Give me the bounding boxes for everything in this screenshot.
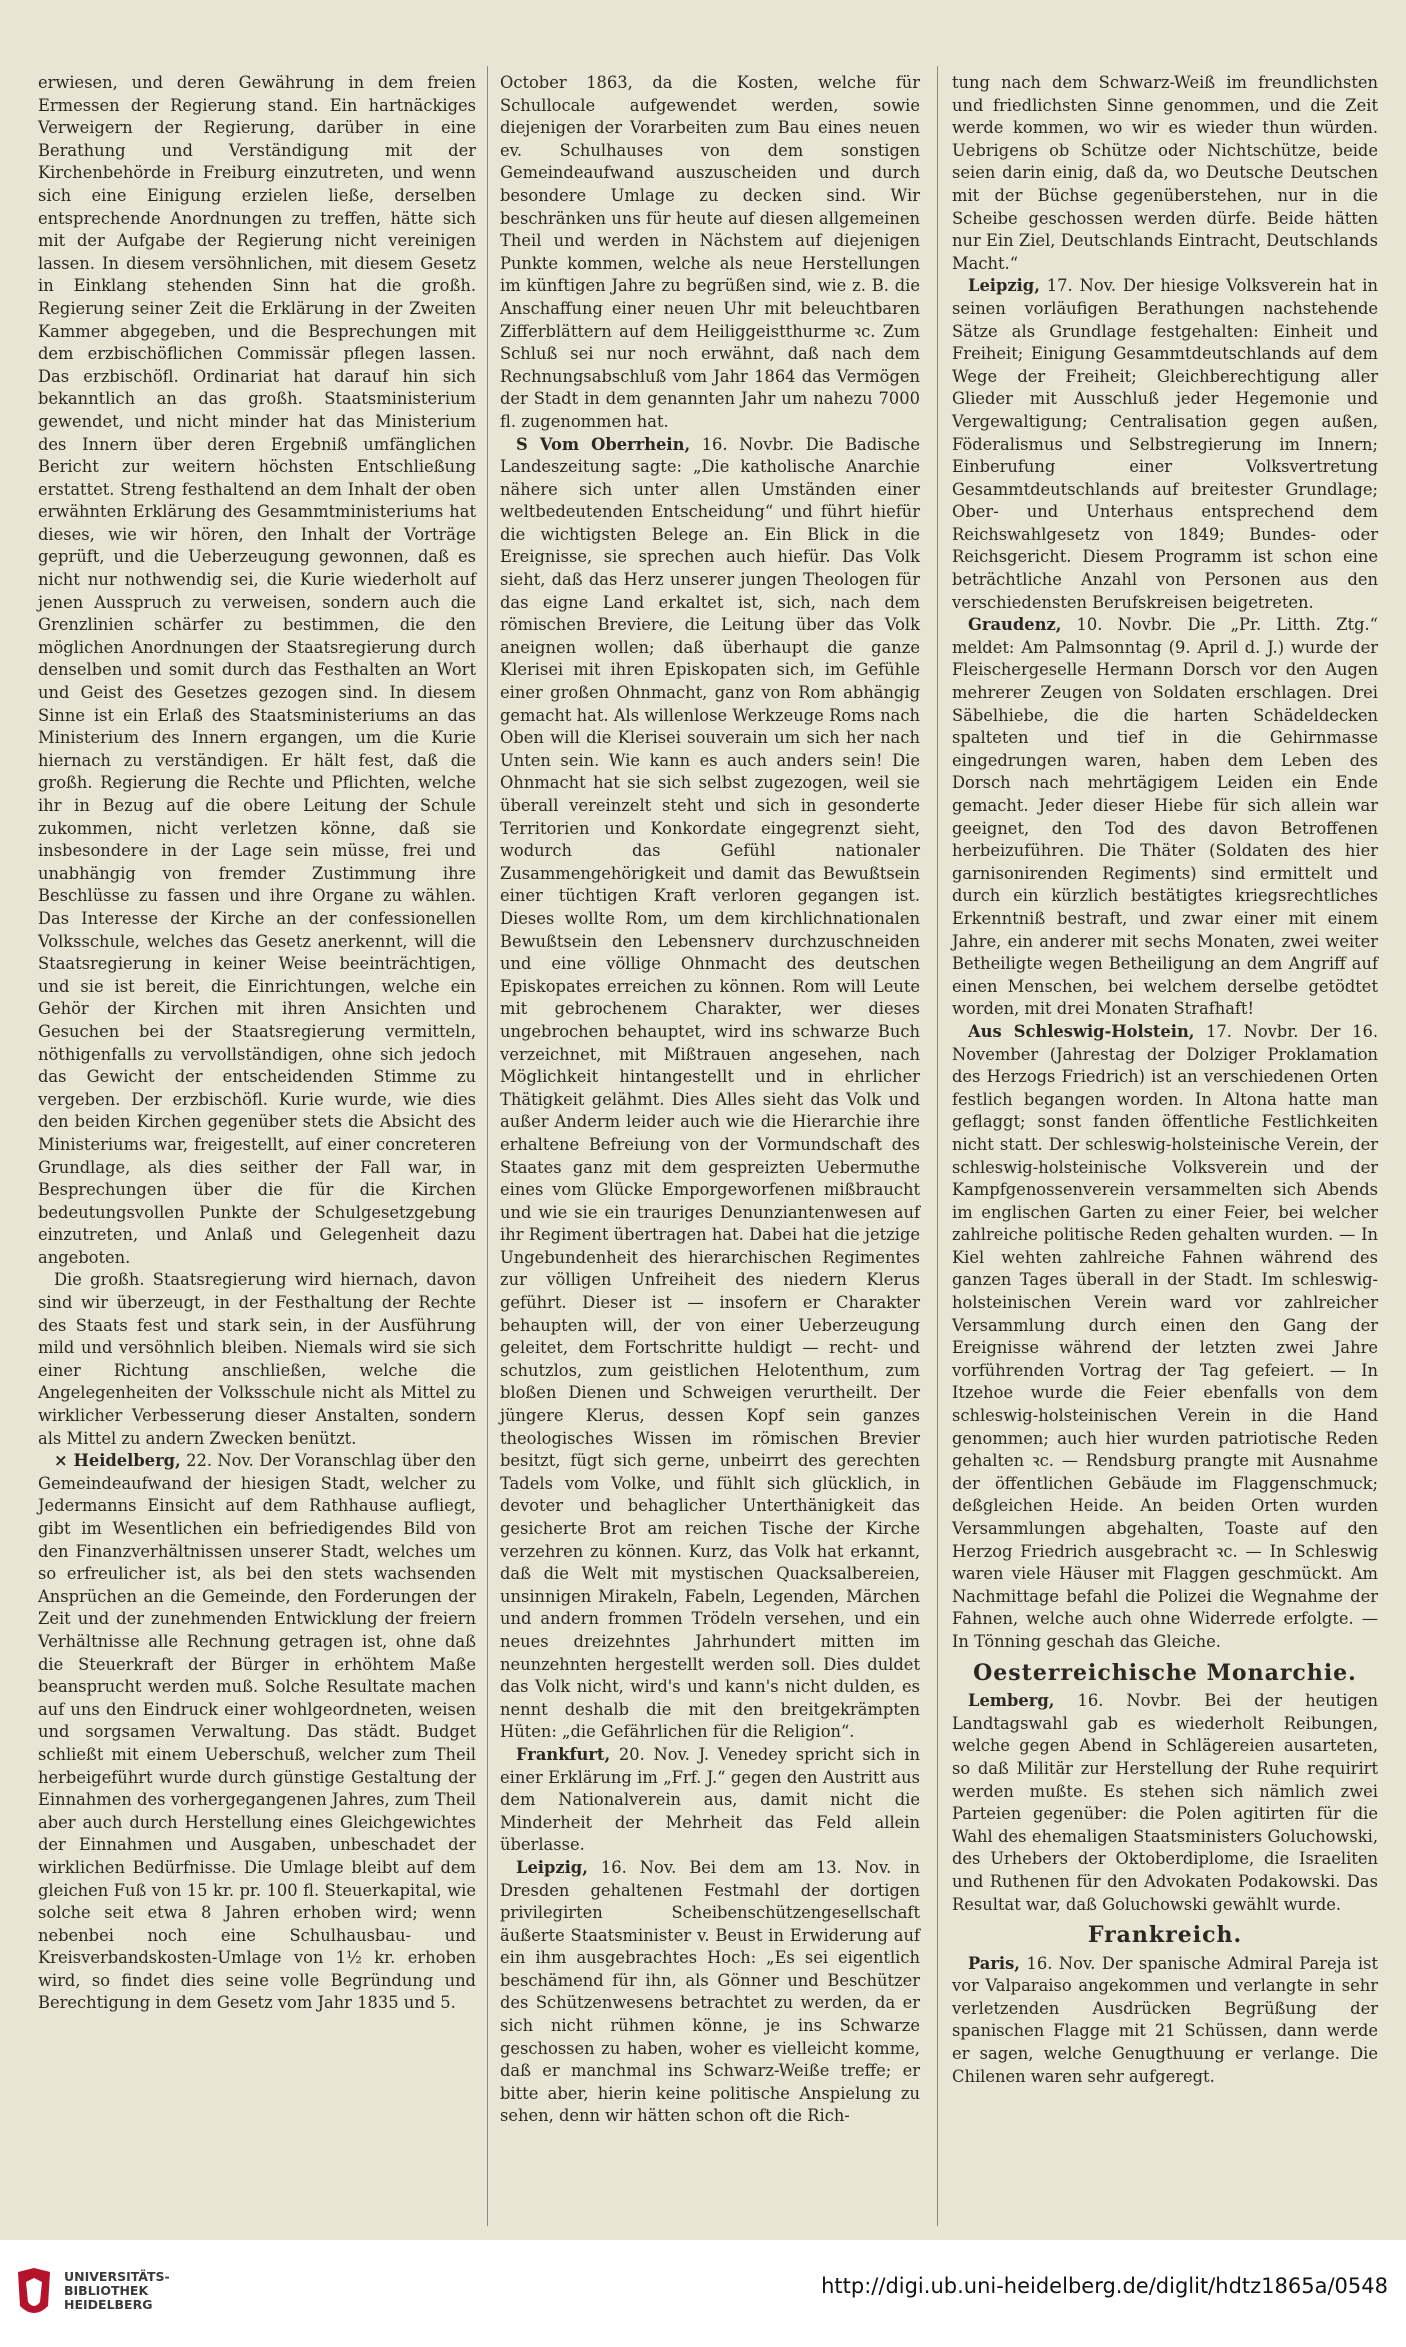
dateline: Paris, (968, 1953, 1020, 1973)
dateline: Aus Schleswig-Holstein, (968, 1021, 1195, 1041)
article-paragraph: Leipzig, 17. Nov. Der hiesige Volksverein hat in seinen vorläufigen Berathungen nachstehende Sätze als Grundlage festgehalten: Einheit und Freiheit; Einigung Gesammtdeutschlands auf dem Wege der Freiheit; Gleichberechtigung aller Glieder mit Ausschluß jeder Hegemonie und Vergewaltigung; Centralisation gegen außen, Föderalismus und Selbstregierung im Innern; Einberufung einer Volksvertretung Gesammtdeutschlands auf breitester Grundlage; Ober- und Unterhaus entsprechend dem Reichswahlgesetz von 1849; Bundes- oder Reichsgericht. Diesem Programm ist schon eine beträchtliche Anzahl von Personen aus den verschiedensten Berufskreisen beigetreten. (952, 276, 1378, 612)
article-paragraph: October 1863, da die Kosten, welche für Schullocale aufgewendet werden, sowie diejenigen der Vorarbeiten zum Bau eines neuen ev. Schulhauses von dem sonstigen Gemeindeaufwand auszuscheiden und durch besondere Umlage zu decken sind. Wir beschränken uns für heute auf diesen allgemeinen Theil und werden in Nächstem auf diejenigen Punkte kommen, welche als neue Herstellungen im künftigen Jahre zu begrüßen sind, wie z. B. die Anschaffung einer neuen Uhr mit beleuchtbaren Zifferblättern auf dem Heiliggeistthurme ꝛc. Zum Schluß sei nur noch erwähnt, daß nach dem Rechnungsabschluß vom Jahr 1864 das Vermögen der Stadt in dem genannten Jahr um nahezu 7000 fl. zugenommen hat. (500, 73, 920, 431)
dateline: S Vom Oberrhein, (516, 434, 691, 454)
article-paragraph: Frankfurt, 20. Nov. J. Venedey spricht sich in einer Erklärung im „Frf. J.“ gegen den Austritt aus dem Nationalverein aus, damit nicht die Minderheit der Mehrheit das Feld allein überlasse. (500, 1744, 920, 1855)
article-paragraph: Paris, 16. Nov. Der spanische Admiral Pareja ist vor Valparaiso angekommen und verlangte in sehr verletzenden Ausdrücken Begrüßung der spanischen Flagge mit 21 Schüssen, dann werde er sagen, welche Genugthuung er verlange. Die Chilenen waren sehr aufgeregt. (952, 1953, 1378, 2086)
column-2 (500, 72, 920, 2128)
library-name (64, 2270, 170, 2312)
dateline: Lemberg, (968, 1691, 1055, 1711)
dateline: Leipzig, (516, 1857, 588, 1877)
dateline: Graudenz, (968, 615, 1062, 635)
university-library-logo-icon (14, 2266, 54, 2322)
article-paragraph: Graudenz, 10. Novbr. Die „Pr. Litth. Ztg.“ meldet: Am Palmsonntag (9. April d. J.) wurde der Fleischergeselle Hermann Dorsch vor den Augen mehrerer Zeugen von Soldaten erschlagen. Drei Säbelhiebe, die die harten Schädeldecken spalteten und tief in die Gehirnmasse eingedrungen waren, haben dem Leben des Dorsch nach mehrtägigem Leiden ein Ende gemacht. Jeder dieser Hiebe für sich allein war geeignet, den Tod des davon Betroffenen herbeizuführen. Die Thäter (Soldaten des hier garnisonirenden Regiments) sind ermittelt und durch ein kürzlich bestätigtes kriegsrechtliches Erkenntniß bestraft, und zwar einer mit einem Jahre, ein anderer mit sechs Monaten, zwei weiter Betheiligte wegen Betheiligung an dem Angriff auf einen Menschen, bei welchem derselbe getödtet worden, mit drei Monaten Strafhaft! (952, 615, 1378, 1019)
source-url-link[interactable]: http://digi.ub.uni-heidelberg.de/diglit/hdtz1865a/0548 (821, 2274, 1388, 2298)
column-3 (952, 72, 1378, 2088)
footer-bar (0, 2240, 1406, 2347)
article-paragraph: Die großh. Staatsregierung wird hiernach, davon sind wir überzeugt, in der Festhaltung der Rechte des Staats fest und stark sein, in der Ausführung mild und versöhnlich bleiben. Niemals wird sie sich einer Richtung anschließen, welche die Angelegenheiten der Volksschule nicht als Mittel zu wirklicher Verbesserung dieser Anstalten, sondern als Mittel zu andern Zwecken benützt. (38, 1270, 476, 1448)
article-paragraph: × Heidelberg, 22. Nov. Der Voranschlag über den Gemeindeaufwand der hiesigen Stadt, welcher zu Jedermanns Einsicht auf dem Rathhause aufliegt, gibt im Wesentlichen ein befriedigendes Bild von den Finanzverhältnissen unserer Stadt, welches um so erfreulicher ist, als bei den stets wachsenden Ansprüchen an die Gemeinde, den Forderungen der Zeit und der zunehmenden Entwicklung der freiern Verhältnisse alle Rechnung getragen ist, ohne daß die Steuerkraft der Bürger in erhöhtem Maße beansprucht werden muß. Solche Resultate machen auf uns den Eindruck einer wohlgeordneten, weisen und sorgsamen Verwaltung. Das städt. Budget schließt mit einem Ueberschuß, welcher zum Theil herbeigeführt wurde durch günstige Gestaltung der Einnahmen des vorhergegangenen Jahres, zum Theil aber auch durch Herstellung eines Gleichgewichtes der Einnahmen und Ausgaben, unbeschadet der wirklichen Bedürfnisse. Die Umlage bleibt auf dem gleichen Fuß von 15 kr. pr. 100 fl. Steuerkapital, wie solche seit etwa 8 Jahren erhoben wird; wenn nebenbei noch eine Schulhausbau- und Kreisverbandskosten-Umlage von 1½ kr. erhoben wird, so findet dies seine volle Begründung und Berechtigung in dem Gesetz vom Jahr 1835 und 5. (38, 1451, 476, 2013)
column-1 (38, 72, 476, 2015)
library-name-line3: HEIDELBERG (64, 2297, 153, 2312)
column-divider-1 (487, 66, 488, 2226)
dateline: Frankfurt, (516, 1744, 611, 1764)
article-paragraph: Lemberg, 16. Novbr. Bei der heutigen Landtagswahl gab es wiederholt Reibungen, welche gegen Abend in Schlägereien ausarteten, so daß Militär zur Herstellung der Ruhe requirirt werden mußte. Es stehen sich nämlich zwei Parteien gegenüber: die Polen agitirten für die Wahl des ehemaligen Staatsministers Goluchowski, des Urhebers der Oktoberdiplome, die Israeliten und Ruthenen für den Advokaten Podakowski. Das Resultat war, daß Goluchowski gewählt wurde. (952, 1691, 1378, 1914)
article-paragraph: tung nach dem Schwarz-Weiß im freundlichsten und friedlichsten Sinne genommen, und die Zeit werde kommen, wo wir es wieder thun würden. Uebrigens ob Schütze oder Nichtschütze, beide seien darin einig, daß da, wo Deutsche Deutschen mit der Büchse gegenüberstehen, nur in die Scheibe geschossen werden dürfe. Beide hätten nur Ein Ziel, Deutschlands Eintracht, Deutschlands Macht.“ (952, 73, 1378, 273)
section-heading: Oesterreichische Monarchie. (973, 1659, 1357, 1686)
dateline: Leipzig, (968, 276, 1040, 296)
column-divider-2 (937, 66, 938, 2226)
article-paragraph: Aus Schleswig-Holstein, 17. Novbr. Der 16. November (Jahrestag der Dolziger Proklamation des Herzogs Friedrich) ist an verschiedenen Orten festlich begangen worden. In Altona hatte man geflaggt; sonst fanden öffentliche Festlichkeiten nicht statt. Der schleswig-holsteinische Verein, der schleswig-holsteinische Volksverein und der Kampfgenossenverein versammelten sich Abends im englischen Garten zu einer Feier, bei welcher zahlreiche politische Reden gehalten wurden. — In Kiel wehten zahlreiche Fahnen während des ganzen Tages überall in der Stadt. Im schleswig-holsteinischen Verein ward vor zahlreicher Versammlung durch einen den Gang der Ereignisse während der letzten zwei Jahre vorführenden Vortrag der Tag gefeiert. — In Itzehoe wurde die Feier ebenfalls von dem schleswig-holsteinischen Verein in die Hand genommen; auch hier wurden patriotische Reden gehalten ꝛc. — Rendsburg prangte mit Ausnahme der öffentlichen Gebäude im Flaggenschmuck; deßgleichen Heide. An beiden Orten wurden Versammlungen abgehalten, Toaste auf den Herzog Friedrich ausgebracht ꝛc. — In Schleswig waren viele Häuser mit Flaggen geschmückt. Am Nachmittage befahl die Polizei die Wegnahme der Fahnen, welche auch ohne Widerrede erfolgte. — In Tönning geschah das Gleiche. (952, 1021, 1379, 1651)
article-paragraph: Leipzig, 16. Nov. Bei dem am 13. Nov. in Dresden gehaltenen Festmahl der dortigen privilegirten Scheibenschützengesellschaft äußerte Staatsminister v. Beust in Erwiderung auf ein ihm ausgebrachtes Hoch: „Es sei eigentlich beschämend für ihn, als Gönner und Beschützer des Schützenwesens betrachtet zu werden, da er sich nicht rühmen könne, je ins Schwarze geschossen zu haben, woher es vielleicht komme, daß er manchmal ins Schwarz-Weiße treffe; er bitte aber, hierin keine politische Anspielung zu sehen, denn wir hätten schon oft die Rich- (500, 1857, 920, 2126)
article-paragraph: erwiesen, und deren Gewährung in dem freien Ermessen der Regierung stand. Ein hartnäckiges Verweigern der Regierung, darüber in eine Berathung und Verständigung mit der Kirchenbehörde in Freiburg einzutreten, und wenn sich eine Einigung erzielen ließe, derselben entsprechende Anordnungen zu treffen, hätte sich mit der Aufgabe der Regierung nicht vereinigen lassen. In diesem versöhnlichen, mit diesem Gesetz in Einklang stehenden Sinn hat die großh. Regierung seiner Zeit die Erklärung in der Zweiten Kammer abgegeben, und die Besprechungen mit dem erzbischöflichen Commissär pflegen lassen. Das erzbischöfl. Ordinariat hat darauf hin sich bekanntlich an das großh. Staatsministerium gewendet, und nicht minder hat das Ministerium des Innern über deren Ergebniß umfänglichen Bericht zur weitern höchsten Entschließung erstattet. Streng festhaltend an dem Inhalt der oben erwähnten Erklärung des Gesammtministeriums hat dieses, wie wir hören, den Inhalt der Vorträge geprüft, und die Ueberzeugung gewonnen, daß es nicht nur nothwendig sei, die Kurie wiederholt auf jenen Ausspruch zu verweisen, sondern auch die Grenzlinien schärfer zu bestimmen, die den möglichen Anordnungen der Staatsregierung durch denselben und somit durch das Festhalten an Wort und Geist des Gesetzes gezogen sind. In diesem Sinne ist ein Erlaß des Staatsministeriums an das Ministerium des Innern ergangen, um die Kurie hiernach zu verständigen. Er hält fest, daß die großh. Regierung die Rechte und Pflichten, welche ihr in Bezug auf die obere Leitung der Schule zukommen, nicht verletzen könne, daß sie insbesondere in der Lage sein müsse, frei und unabhängig von fremder Zustimmung ihre Beschlüsse zu fassen und ihre Organe zu wählen. Das Interesse der Kirche an der confessionellen Volksschule, welches das Gesetz anerkennt, will die Staatsregierung in keiner Weise beeinträchtigen, und sie ist bereit, die Einrichtungen, welche ein Gehör der Kirchen mit ihren Ansichten und Gesuchen bei der Staatsregierung vermitteln, nöthigenfalls zu vervollständigen, ohne sich jedoch das Gewicht der entscheidenden Stimme zu vergeben. Der erzbischöfl. Kurie wurde, wie dies den beiden Kirchen gegenüber stets die Absicht des Ministeriums war, freigestellt, auf einer concreteren Grundlage, als dies seither der Fall war, in Besprechungen über die für die Kirchen bedeutungsvollen Punkte der Schulgesetzgebung einzutreten, und Anlaß und Gelegenheit dazu angeboten. (38, 73, 476, 1267)
library-name-line1: UNIVERSITÄTS- (64, 2269, 170, 2284)
library-name-line2: BIBLIOTHEK (64, 2283, 149, 2298)
dateline: × Heidelberg, (54, 1451, 181, 1471)
article-paragraph: S Vom Oberrhein, 16. Novbr. Die Badische Landeszeitung sagte: „Die katholische Anarchie nähere sich unter allen Umständen einer weltbedeutenden Entscheidung“ und führt hiefür die wichtigsten Belege an. Ein Blick in die Ereignisse, sie sprechen auch hiefür. Das Volk sieht, daß das Herz unserer jungen Theologen für das eigne Land erkaltet ist, sich, nach dem römischen Breviere, die Leitung über das Volk aneignen wollen; daß überhaupt die ganze Klerisei mit ihren Episkopaten sich, im Gefühle einer großen Ohnmacht, ganz von Rom abhängig gemacht hat. Als willenlose Werkzeuge Roms nach Oben will die Klerisei souverain um sich her nach Unten sein. Wie kann es auch anders sein! Die Ohnmacht hat sie sich selbst zugezogen, weil sie überall vereinzelt steht und sich in gesonderte Territorien und Konkordate eingegrenzt sieht, wodurch das Gefühl nationaler Zusammengehörigkeit und damit das Bewußtsein einer tüchtigen Kraft verloren gegangen ist. Dieses wollte Rom, um dem kirchlichnationalen Bewußtsein den Lebensnerv durchzuschneiden und eine völlige Ohnmacht des deutschen Episkopates erreichen zu können. Rom will Leute mit gebrochenem Charakter, wer dieses ungebrochen behauptet, wird ins schwarze Buch verzeichnet, mit Mißtrauen angesehen, nach Möglichkeit hintangestellt und in ehrlicher Thätigkeit gelähmt. Dies Alles sieht das Volk und außer Anderm leider auch wie die Hierarchie ihre erhaltene Befreiung von der Vormundschaft des Staates ganz mit dem gespreizten Uebermuthe eines vom Glücke Emporgeworfenen mißbraucht und wie sie ein trauriges Denunziantenwesen auf ihr Regiment übertragen hat. Dabei hat die jetzige Ungebundenheit des hierarchischen Regimentes zur völligen Unfreiheit des niedern Klerus geführt. Dieser ist — insofern er Charakter behaupten will, der von einer Ueberzeugung geleitet, dem Fortschritte huldigt — recht- und schutzlos, zum geistlichen Helotenthum, zum bloßen Dienen und Schweigen verurtheilt. Der jüngere Klerus, dessen Kopf sein ganzes theologisches Wissen im römischen Brevier besitzt, fügt sich gerne, unbeirrt des gerechten Tadels vom Volke, und fühlt sich glücklich, in devoter und behaglicher Unterthänigkeit das gesicherte Brot am reichen Tische der Kirche verzehren zu können. Kurz, das Volk hat erkannt, daß die Welt mit mystischen Quacksalbereien, unsinnigen Mirakeln, Fabeln, Legenden, Märchen und andern frommen Trödeln versehen, und ein neues dreizehntes Jahrhundert mitten im neunzehnten hergestellt werden soll. Dies duldet das Volk nicht, wird's und kann's nicht dulden, es nennt deshalb die mit den breitgekrämpten Hüten: „die Gefährlichen für die Religion“. (500, 434, 920, 1742)
section-heading: Frankreich. (1087, 1922, 1243, 1949)
